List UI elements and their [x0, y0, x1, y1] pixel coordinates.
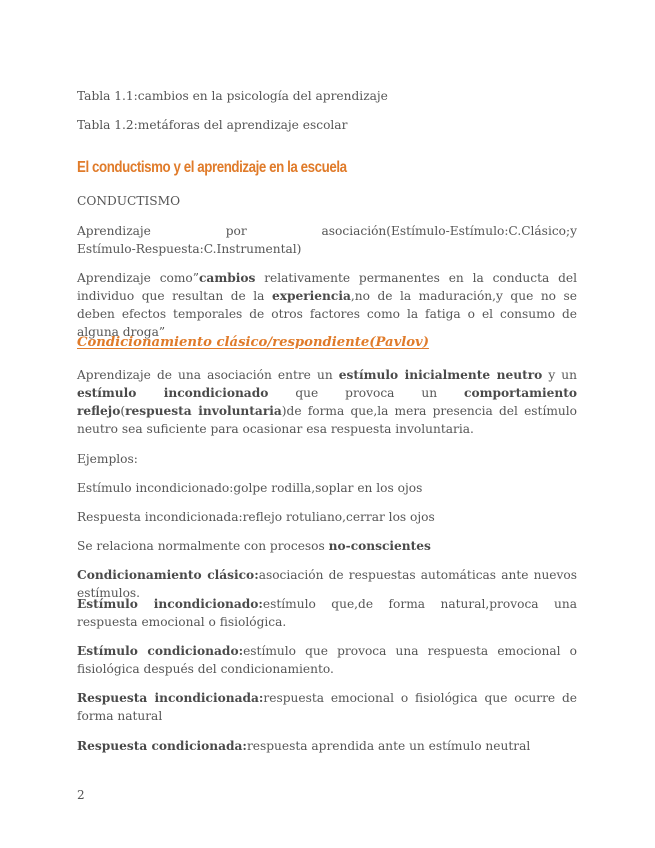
definition-description: estímulo que provoca una respuesta emocional o fisiológica después del condicionamiento.: [77, 644, 577, 676]
pavlov-bold-term: respuesta involuntaria: [125, 404, 282, 418]
page-number: 2: [77, 788, 85, 802]
definition-item: [77, 642, 577, 678]
definition-description: estímulo que,de forma natural,provoca una respuesta emocional o fisiológica.: [77, 597, 577, 629]
association-line-1: Aprendizaje por asociación(Estímulo-Estímulo:C.Clásico;y: [77, 224, 577, 238]
learning-definition-paragraph: [77, 269, 577, 341]
definition-description: asociación de respuestas automáticas ante nuevos estímulos.: [77, 568, 577, 600]
relation-text: Se relaciona normalmente con procesos: [77, 539, 329, 553]
pavlov-text: que provoca un: [268, 386, 465, 400]
definition-text: Aprendizaje como”: [77, 271, 199, 285]
definition-item: [77, 737, 577, 755]
association-line-2: Estímulo-Respuesta:C.Instrumental): [77, 242, 302, 256]
pavlov-text: y un: [542, 368, 578, 382]
pavlov-text: (: [120, 404, 126, 418]
definition-bold-term: experiencia: [271, 289, 351, 303]
relation-bold-term: no-conscientes: [328, 539, 431, 553]
example-item: Respuesta incondicionada:reflejo rotuliano,cerrar los ojos: [77, 510, 435, 524]
definition-item: [77, 689, 577, 725]
pavlov-bold-term: comportamiento reflejo: [77, 386, 577, 418]
definition-description: respuesta emocional o fisiológica que ocurre de forma natural: [77, 691, 577, 723]
definition-term: Estímulo condicionado:: [77, 644, 244, 658]
definition-text: ,no de la maduración,y que no se deben efectos temporales de otros factores como la fatiga o el consumo de alguna droga”: [77, 289, 577, 339]
example-item: Estímulo incondicionado:golpe rodilla,soplar en los ojos: [77, 481, 423, 495]
definition-description: respuesta aprendida ante un estímulo neutral: [246, 739, 531, 753]
definition-term: Condicionamiento clásico:: [77, 568, 259, 582]
section-heading: El conductismo y el aprendizaje en la escuela: [77, 159, 347, 176]
section-label: CONDUCTISMO: [77, 194, 181, 208]
pavlov-bold-term: estímulo inicialmente neutro: [338, 368, 543, 382]
definition-bold-term: cambios: [199, 271, 256, 285]
definition-term: Respuesta incondicionada:: [77, 691, 264, 705]
pavlov-paragraph: [77, 366, 577, 438]
table-reference-2: Tabla 1.2:metáforas del aprendizaje escolar: [77, 118, 348, 132]
examples-label: Ejemplos:: [77, 452, 138, 466]
pavlov-text: )de forma que,la mera presencia del estímulo neutro sea suficiente para ocasionar esa respuesta involuntaria.: [77, 404, 577, 436]
pavlov-bold-term: estímulo incondicionado: [77, 386, 269, 400]
relation-paragraph: [77, 537, 577, 555]
definition-text: relativamente permanentes en la conducta del individuo que resultan de la: [77, 271, 577, 303]
definition-term: Respuesta condicionada:: [77, 739, 247, 753]
subheading-classical-conditioning: Condicionamiento clásico/respondiente(Pavlov): [77, 335, 429, 350]
definition-item: [77, 595, 577, 631]
table-reference-1: Tabla 1.1:cambios en la psicología del aprendizaje: [77, 89, 388, 103]
pavlov-text: Aprendizaje de una asociación entre un: [77, 368, 339, 382]
definition-term: Estímulo incondicionado:: [77, 597, 263, 611]
